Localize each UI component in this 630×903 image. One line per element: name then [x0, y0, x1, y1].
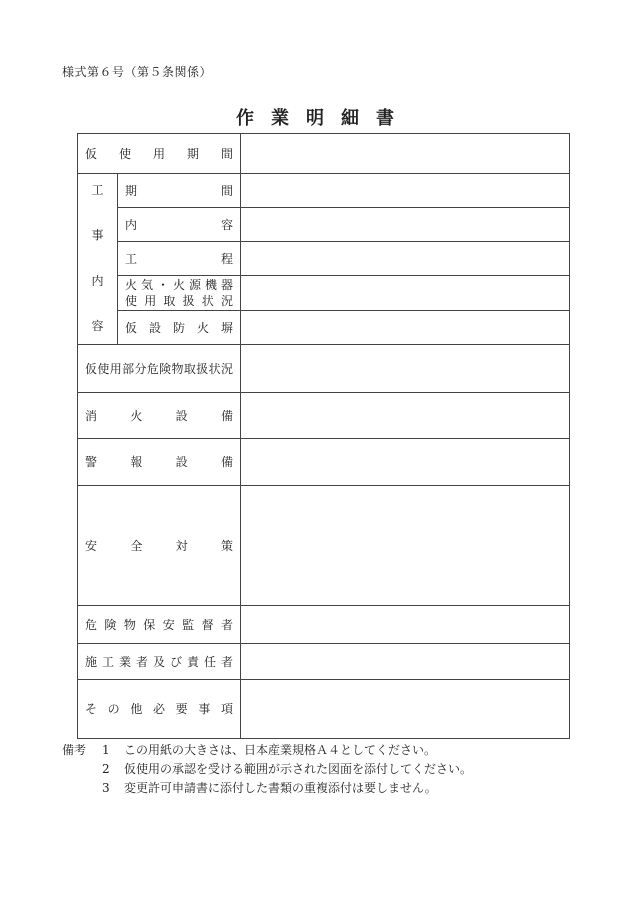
- form-number: 様式第６号（第５条関係）: [62, 65, 213, 79]
- note-item: [62, 741, 472, 760]
- note-number: 3: [102, 781, 110, 795]
- fire-equipment-line-1: 火気・火源機器: [125, 278, 234, 293]
- row-fire-equipment: [78, 276, 570, 311]
- note-item: [62, 779, 472, 798]
- row-temporary-fire-wall: [78, 311, 570, 345]
- field-hazmat-status[interactable]: [241, 345, 570, 393]
- construction-char-4: 容: [91, 319, 104, 334]
- construction-char-1: 工: [91, 183, 104, 198]
- field-temporary-fire-wall[interactable]: [241, 311, 570, 345]
- note-item: [62, 760, 472, 779]
- construction-char-3: 内: [91, 273, 104, 288]
- label-alarm: 警報設備: [78, 439, 241, 485]
- row-safety-measures: [78, 485, 570, 605]
- notes-heading: 備考: [62, 743, 87, 757]
- row-contractor: [78, 643, 570, 679]
- label-fire-equipment: [118, 276, 241, 311]
- row-hazmat-status: [78, 345, 570, 393]
- document-title: 作業明細書: [236, 108, 411, 129]
- row-content: [78, 208, 570, 242]
- work-detail-table: [77, 133, 570, 739]
- field-hazmat-supervisor[interactable]: [241, 605, 570, 643]
- label-process: 工程: [118, 242, 241, 276]
- field-period[interactable]: [241, 174, 570, 208]
- label-construction-content: [78, 174, 118, 345]
- field-content[interactable]: [241, 208, 570, 242]
- note-text: この用紙の大きさは、日本産業規格Ａ４としてください。: [124, 743, 437, 757]
- field-other[interactable]: [241, 679, 570, 738]
- label-temporary-fire-wall: 仮設防火塀: [118, 311, 241, 345]
- row-fire-extinguishing: [78, 393, 570, 439]
- note-text: 仮使用の承認を受ける範囲が示された図面を添付してください。: [124, 762, 473, 776]
- label-period: 期間: [118, 174, 241, 208]
- field-fire-extinguishing[interactable]: [241, 393, 570, 439]
- note-number: 1: [102, 743, 110, 757]
- label-content: 内容: [118, 208, 241, 242]
- label-contractor: 施工業者及び責任者: [78, 643, 241, 679]
- label-temporary-use-period: 仮使用期間: [78, 134, 241, 174]
- label-other: その他必要事項: [78, 679, 241, 738]
- row-period: [78, 174, 570, 208]
- field-alarm[interactable]: [241, 439, 570, 485]
- notes-section: [62, 741, 472, 798]
- label-fire-extinguishing: 消火設備: [78, 393, 241, 439]
- label-safety-measures: 安全対策: [78, 485, 241, 605]
- row-process: [78, 242, 570, 276]
- field-fire-equipment[interactable]: [241, 276, 570, 311]
- row-temporary-use-period: [78, 134, 570, 174]
- row-other: [78, 679, 570, 738]
- row-hazmat-supervisor: [78, 605, 570, 643]
- row-alarm: [78, 439, 570, 485]
- note-number: 2: [102, 762, 110, 776]
- field-temporary-use-period[interactable]: [241, 134, 570, 174]
- fire-equipment-line-2: 使用取扱状況: [125, 294, 234, 309]
- field-process[interactable]: [241, 242, 570, 276]
- field-safety-measures[interactable]: [241, 485, 570, 605]
- label-hazmat-status: 仮使用部分危険物取扱状況: [78, 345, 241, 393]
- note-text: 変更許可申請書に添付した書類の重複添付は要しません。: [124, 781, 437, 795]
- field-contractor[interactable]: [241, 643, 570, 679]
- label-hazmat-supervisor: 危険物保安監督者: [78, 605, 241, 643]
- construction-char-2: 事: [91, 228, 104, 243]
